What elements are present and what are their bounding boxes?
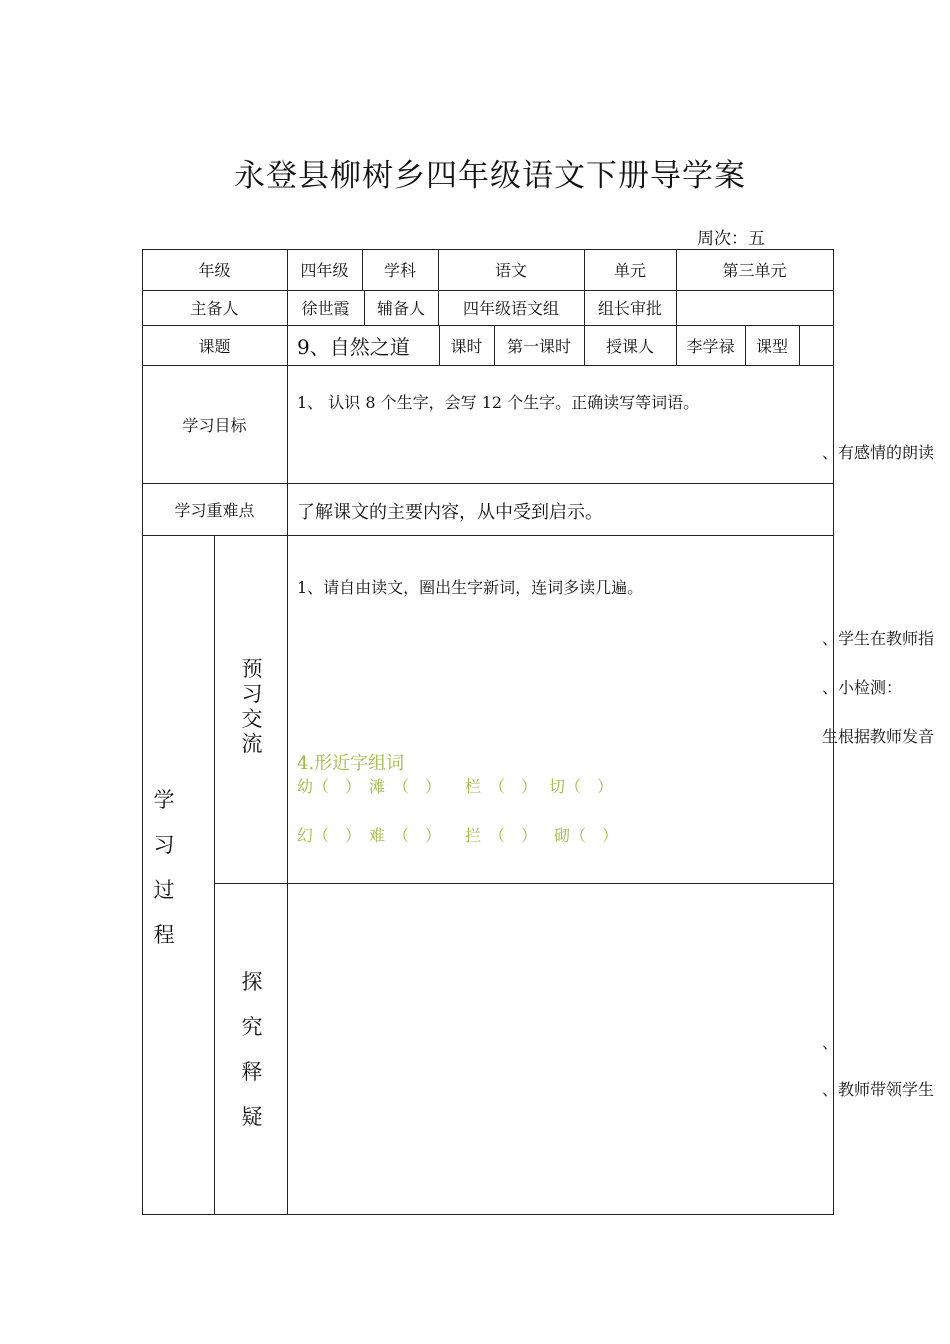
period-label: 课时 bbox=[450, 336, 483, 356]
char-row-b-1: 幻（ ） bbox=[297, 826, 362, 845]
char-row-b-2: 难 （ ） bbox=[369, 826, 442, 845]
preview-overflow-1: 、学生在教师指 bbox=[822, 629, 935, 648]
main-preparer-label: 主备人 bbox=[190, 299, 239, 318]
keypoints-label: 学习重难点 bbox=[174, 500, 255, 520]
subject-value: 语文 bbox=[494, 261, 527, 280]
char-row-b-3: 拦 （ ） bbox=[465, 826, 538, 845]
preview-overflow-3: 生根据教师发音 bbox=[822, 727, 935, 746]
preview-item-1: 1、请自由读文，圈出生字新词，连词多读几遍。 bbox=[297, 578, 644, 597]
teacher-label: 授课人 bbox=[605, 336, 654, 356]
preview-label: 预 习 交 流 bbox=[241, 657, 263, 756]
char-row-a-1: 幼（ ） bbox=[297, 777, 362, 796]
teacher-value: 李学禄 bbox=[686, 336, 735, 356]
char-row-a-4: 切（ ） bbox=[549, 777, 614, 796]
char-row-a-2: 滩 （ ） bbox=[369, 777, 442, 796]
main-preparer-value: 徐世霞 bbox=[301, 299, 350, 318]
aux-preparer-value: 四年级语文组 bbox=[462, 299, 559, 318]
preview-item-4-title: 4.形近字组词 bbox=[297, 753, 405, 774]
grade-value: 四年级 bbox=[300, 261, 349, 280]
char-row-a-3: 栏 （ ） bbox=[465, 777, 538, 796]
page-title: 永登县柳树乡四年级语文下册导学案 bbox=[234, 158, 746, 194]
preview-overflow-2: 、小检测： bbox=[822, 678, 903, 697]
goals-overflow-text: 、有感情的朗读 bbox=[822, 443, 935, 462]
grade-label: 年级 bbox=[198, 261, 231, 280]
topic-label: 课题 bbox=[198, 336, 231, 356]
goals-item-1: 1、 认识 8 个生字，会写 12 个生字。正确读写等词语。 bbox=[297, 393, 700, 412]
approval-label: 组长审批 bbox=[597, 299, 662, 318]
type-label: 课型 bbox=[755, 336, 788, 356]
char-row-b-4: 砌（ ） bbox=[554, 826, 619, 845]
unit-label: 单元 bbox=[613, 261, 646, 280]
explore-overflow-1: 、 bbox=[822, 1033, 839, 1052]
subject-label: 学科 bbox=[383, 261, 416, 280]
keypoints-text: 了解课文的主要内容，从中受到启示。 bbox=[297, 502, 603, 523]
goals-label: 学习目标 bbox=[182, 415, 247, 435]
topic-value: 9、自然之道 bbox=[297, 334, 410, 359]
week-label: 周次：五 bbox=[697, 229, 765, 249]
explore-overflow-2: 、教师带领学生 bbox=[822, 1080, 935, 1099]
explore-label: 探 究 释 疑 bbox=[241, 970, 263, 1129]
process-label: 学 习 过 程 bbox=[153, 788, 175, 947]
type-value bbox=[799, 325, 833, 365]
approval-value bbox=[676, 290, 833, 325]
aux-preparer-label: 辅备人 bbox=[376, 299, 425, 318]
period-value: 第一课时 bbox=[506, 336, 571, 356]
unit-value: 第三单元 bbox=[722, 261, 787, 280]
